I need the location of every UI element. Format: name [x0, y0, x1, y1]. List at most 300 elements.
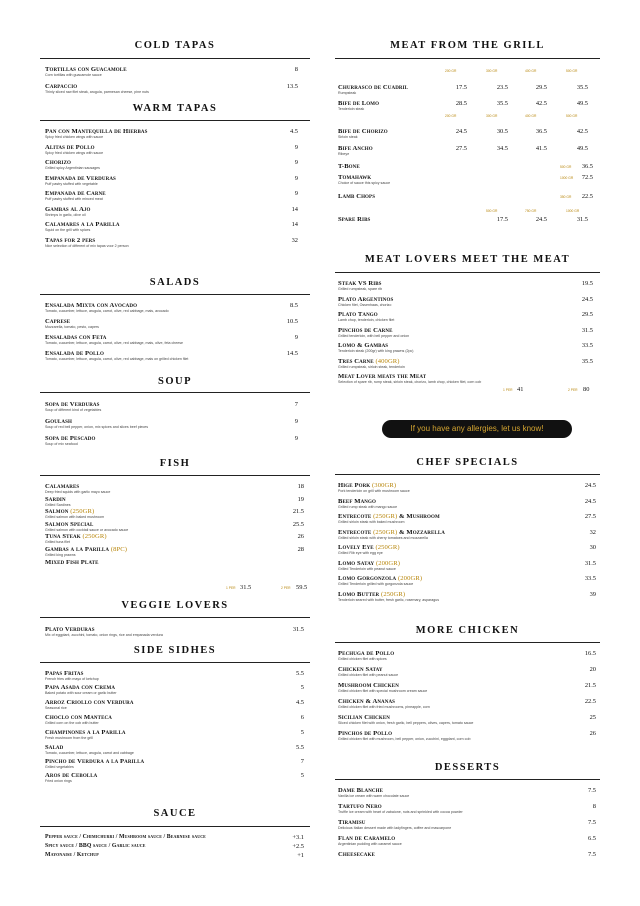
item-description: Mix of eggplant, zucchini, tomato, onion rings, rice and empanada verdura [45, 633, 163, 637]
item-price: 30 [589, 544, 596, 551]
item-name-text: Caprese [45, 318, 71, 325]
item-description: Grilled chicken filet with special mushroom cream sauce [338, 689, 428, 693]
section-title: CHEF SPECIALS [416, 457, 519, 468]
item-name [45, 83, 149, 90]
item-price: 35.5 [496, 100, 508, 107]
item-description: Grilled chicken filet with peanut sauce [338, 673, 399, 677]
item-name-extra: & Mushroom [399, 513, 440, 520]
item-price: 29.5 [535, 84, 547, 91]
item-name-text: Ensalada Mixta con Avocado [45, 302, 138, 309]
item-description: Grilled vegetables [45, 765, 74, 769]
item-name [45, 729, 126, 736]
item-name [45, 483, 110, 490]
item-name [338, 560, 400, 567]
menu-item [45, 318, 99, 330]
item-name-text: Dame Blanche [338, 787, 384, 794]
item-description: Grilled rumpsteak, spare rib [338, 287, 383, 291]
item-name-text: Pan con Mantequilla de Hierbas [45, 128, 148, 135]
section-divider [335, 474, 600, 475]
item-price: 31.5 [581, 326, 593, 334]
item-name [338, 803, 463, 810]
item-price: 9 [294, 174, 298, 182]
item-description: Grilled spicy Argentinian sausages [45, 166, 100, 170]
item-description: Truffle ice cream with heart of zabaione, nuts and sprinkled with cocoa powder [338, 810, 463, 814]
menu-item [45, 175, 116, 187]
section-title: WARM TAPAS [132, 103, 218, 114]
item-description: Sliced chicken filet with onion, fresh garlic, bell peppers, olives, capers, tomato sauce [338, 721, 474, 725]
item-name: Bife de Lomo [338, 100, 380, 107]
item-description: Tenderloin seared with butter, fresh garlic, rosemary, asparagus [338, 597, 440, 602]
section-title: MORE CHICKEN [415, 625, 520, 636]
item-description: Mozzarella, tomato, pesto, capers [45, 325, 99, 329]
item-price: 31.5 [576, 216, 588, 223]
item-price: 5 [300, 772, 304, 779]
menu-item [338, 851, 375, 858]
menu-item [45, 350, 188, 362]
item-name-text: Calamares a la Parilla [45, 221, 120, 228]
item-price: 28 [297, 546, 304, 553]
menu-item [338, 216, 370, 223]
item-name [338, 373, 481, 380]
item-name [338, 296, 393, 303]
item-size-tag: (8PC) [110, 546, 128, 553]
item-name-text: Pinchos de Pollo [338, 730, 393, 737]
item-name-text: Calamares [45, 483, 80, 490]
item-description: Ribeye [338, 152, 350, 156]
menu-item [338, 560, 400, 572]
item-name-text: Empanada de Verduras [45, 174, 116, 182]
item-name [338, 591, 439, 598]
weight-label: 350 GR [560, 195, 572, 199]
menu-item [338, 819, 451, 831]
menu-item [45, 521, 128, 533]
item-price: 19 [297, 495, 304, 503]
item-size-tag: (250GR) [381, 590, 406, 598]
item-name-text: Ensalada de Pollo [45, 350, 104, 357]
menu-item [338, 714, 473, 726]
item-name [338, 698, 430, 705]
menu-item [45, 66, 127, 78]
item-name-text: Sopa de Verduras [45, 401, 100, 408]
item-price: 21.5 [292, 508, 304, 516]
item-name-text: Mixed Fish Plate [45, 558, 99, 566]
item-price: 32 [589, 528, 596, 536]
menu-item [45, 159, 100, 171]
item-name-text: Salmon [45, 508, 69, 516]
item-name-text: Sopa de Pescado [45, 435, 96, 442]
menu-item [45, 418, 148, 430]
item-name-text: Mushroom Chicken [338, 682, 399, 689]
item-price: 7 [300, 758, 304, 765]
menu-item [338, 145, 373, 157]
item-name: Pepper sauce / Chimichurri / Mushroom sauce / Bearnese sauce [45, 834, 206, 840]
item-description: Rumpsteak [338, 91, 357, 95]
item-name-text: Lomo Gorgonzola [338, 575, 397, 582]
menu-item [45, 533, 107, 545]
section-title: SIDE SIDHES [133, 645, 217, 656]
menu-item [45, 401, 101, 413]
section-title: SAUCE [153, 808, 197, 819]
item-price: 25 [589, 714, 596, 721]
item-name [338, 714, 473, 721]
menu-item [338, 698, 430, 710]
menu-item [338, 803, 463, 815]
item-name [338, 482, 410, 489]
item-name [45, 533, 107, 540]
item-price: 28.5 [455, 100, 467, 107]
item-price: 9 [294, 435, 298, 442]
item-price: 31.5 [584, 559, 596, 567]
menu-item [45, 772, 97, 784]
item-name-text: Ensaladas con Feta [45, 334, 107, 341]
item-name-text: Tapas for 2 pers [45, 236, 96, 244]
item-price: 42.5 [576, 128, 588, 135]
item-price: 14 [291, 221, 298, 228]
item-name-text: Beef Mango [338, 497, 376, 505]
item-description: Grilled chicken filet with mushroom, bell pepper, onion, zucchini, eggplant, corn cob [338, 737, 471, 741]
item-price: 24.5 [584, 497, 596, 505]
item-price: 20 [589, 666, 596, 673]
item-name [45, 435, 95, 442]
item-name-text: Aros de Cebolla [45, 772, 98, 779]
item-description: Grilled Rib eye with egg eye [338, 551, 383, 555]
item-size-tag: (250GR) [373, 528, 398, 536]
portion-label: 1 PER [503, 388, 513, 392]
portion-label: 2 PER [281, 586, 291, 590]
item-size-tag: (400GR) [375, 357, 400, 365]
item-price: 59.5 [296, 584, 308, 591]
item-name: Spare Ribs [338, 216, 371, 223]
item-price: +2.5 [292, 843, 304, 850]
item-name [338, 311, 394, 318]
item-name-text: Goulash [45, 418, 72, 425]
weight-label: 300 GR [486, 69, 498, 73]
sauce-item [45, 843, 145, 850]
item-name [45, 206, 91, 213]
item-price: 17.5 [455, 84, 467, 91]
item-description: Soup of different kind of vegetables [45, 408, 102, 412]
item-name [45, 714, 112, 721]
item-price: 7.5 [588, 851, 596, 858]
item-description: Soup of red bell pepper, onion, mix spices and slices beef pieces [45, 425, 149, 429]
item-price: 7 [294, 401, 298, 408]
item-description: Grilled Tenderloin grilled with gorgonzola sauce [338, 582, 414, 586]
item-name-text: Gambas al Ajo [45, 205, 91, 213]
item-price: 14.5 [286, 350, 298, 357]
item-name-text: Choclo con Manteca [45, 714, 112, 721]
item-name [338, 575, 422, 582]
weight-label: 200 GR [445, 114, 457, 118]
item-name [338, 819, 451, 826]
item-price: 18 [297, 483, 304, 490]
item-name-text: Meat Lover meats the Meat [338, 373, 427, 380]
item-price: 21.5 [584, 682, 596, 689]
item-description: Tomato, cucumber, lettuce, arugula, carrot, olive, red cabbage, mais on grilled chicken filet [45, 357, 189, 361]
item-size-tag: (250GR) [70, 508, 95, 516]
weight-label: 500 GR [566, 114, 578, 118]
menu-item [45, 206, 91, 218]
item-price: 22.5 [584, 698, 596, 705]
item-name [45, 758, 144, 765]
item-price: 41 [517, 386, 524, 393]
item-description: Sirloin steak [338, 135, 358, 139]
item-price: 26 [589, 730, 596, 737]
section-title: COLD TAPAS [134, 40, 216, 51]
item-price: 8 [592, 803, 596, 810]
item-name-text: Hige Pork [338, 482, 371, 489]
item-price: 36.5 [581, 163, 593, 170]
item-name-text: Chicken Satay [338, 666, 383, 673]
item-name-text: Chorizo [45, 159, 72, 166]
section-title: VEGGIE LOVERS [121, 600, 229, 611]
item-name [45, 699, 134, 706]
item-description: Grilled rump steak with mango sauce [338, 504, 398, 509]
item-price: 9 [294, 418, 298, 425]
portion-label: 1 PER [226, 586, 236, 590]
item-name-text: Alitas de Pollo [45, 143, 95, 151]
item-name-text: Lomo & Gambas [338, 342, 389, 349]
weight-label: 500 GR [560, 165, 572, 169]
item-price: 25.5 [292, 520, 304, 528]
section-divider [335, 779, 600, 780]
item-name: Bife de Chorizo [338, 128, 388, 135]
weight-label: 1000 GR [560, 176, 574, 180]
portion-label: 2 PER [568, 388, 578, 392]
item-name-text: Gambas a la Parilla [45, 546, 110, 553]
item-price: 24.5 [584, 482, 596, 489]
item-description: Grilled tuna filet [45, 540, 70, 545]
menu-item [338, 498, 397, 510]
item-price: 30.5 [496, 128, 508, 135]
menu-item [338, 682, 427, 694]
item-name [338, 342, 414, 349]
item-price: 32 [291, 236, 298, 244]
item-price: 31.5 [292, 626, 304, 633]
item-name [45, 546, 127, 553]
item-size-tag: (250GR) [373, 513, 398, 520]
item-description: Puff pastry stuffed with minced meat [45, 197, 103, 201]
item-price: 36.5 [535, 128, 547, 135]
item-name-extra: & Mozzarella [399, 528, 445, 536]
item-name: Bife Ancho [338, 145, 373, 152]
menu-item [338, 529, 445, 541]
item-description: Selection of spare rib, rump steak, sirloin steak, chorizo, lamb chop, chicken filet, corn cob [338, 380, 482, 384]
menu-item [338, 575, 422, 587]
weight-label: 1000 GR [566, 209, 580, 213]
item-name [45, 684, 117, 691]
item-description: Grilled salmon with baked mushroom [45, 515, 105, 520]
menu-item [45, 221, 120, 233]
menu-item [45, 128, 148, 140]
item-name [45, 496, 71, 503]
item-price: 5.5 [296, 670, 304, 677]
weight-label: 400 GR [525, 69, 537, 73]
item-description: Baked potato with sour cream or garlic butter [45, 691, 117, 695]
item-name-text: Lomo Butter [338, 590, 380, 598]
menu-item [338, 296, 393, 308]
menu-item [338, 84, 408, 96]
item-description: Argentinian pudding with caramel sauce [338, 842, 402, 846]
item-description: Grilled salmon with cocktail sauce or avocado sauce [45, 527, 129, 532]
item-description: Grilled Sardines [45, 502, 71, 507]
item-name-text: Sardin [45, 495, 66, 503]
item-name [338, 358, 405, 365]
item-name-text: Pechuga de Pollo [338, 650, 395, 657]
item-name [45, 221, 120, 228]
item-name [338, 513, 440, 520]
item-size-tag: (200GR) [375, 559, 401, 567]
item-description: Tenderloin steak (200gr) with king prawns (2pc) [338, 349, 414, 353]
item-price: 6 [300, 714, 304, 721]
item-description: Thinly sliced raw filet steak, arugula, parmesan cheese, pine nuts [45, 90, 149, 94]
item-price: 33.5 [581, 342, 593, 349]
item-name [45, 318, 99, 325]
section-divider [335, 272, 600, 273]
item-name [45, 772, 97, 779]
item-price: 7.5 [588, 819, 596, 826]
menu-item [338, 730, 470, 742]
item-description: Grilled sirloin steak with baked mushroom [338, 520, 405, 524]
item-price: 35.5 [581, 357, 593, 365]
item-description: Grilled corn on the cob with butter [45, 721, 99, 725]
item-description: Deep fried squids with garlic mayo sauce [45, 490, 111, 494]
menu-item [338, 327, 409, 339]
item-price: 4.5 [296, 699, 304, 706]
item-name-text: Tuna Steak [45, 533, 81, 541]
menu-item [338, 174, 390, 186]
menu-item [338, 835, 402, 847]
item-name-text: Plato Tango [338, 311, 378, 318]
menu-item [45, 699, 134, 711]
item-description: Grilled tenderloin, with bell pepper and onion [338, 333, 410, 338]
section-divider [40, 392, 310, 393]
menu-item [338, 193, 375, 200]
item-name-text: Lovely Eye [338, 544, 374, 551]
menu-item [45, 508, 104, 520]
item-name [338, 835, 402, 842]
menu-item [45, 626, 163, 638]
item-name: Tomahawk [338, 174, 372, 181]
item-description: Pork tenderloin on grill with mushroom sauce [338, 489, 410, 493]
item-name [338, 682, 427, 689]
item-name-text: Chicken & Ananas [338, 698, 396, 705]
menu-item [45, 684, 117, 696]
item-name [45, 559, 99, 566]
section-divider [40, 826, 310, 827]
item-price: 24.5 [455, 128, 467, 135]
item-size-tag: (250GR) [375, 544, 400, 551]
sauce-item [45, 852, 99, 859]
item-name [338, 787, 409, 794]
menu-item [45, 559, 99, 566]
item-name-text: Champinones a la Parilla [45, 729, 126, 736]
item-price: 80 [583, 386, 590, 393]
item-name-text: Empanada de Carne [45, 190, 106, 197]
item-name-text: Entrecote [338, 528, 372, 536]
item-description: Fried onion rings [45, 779, 72, 783]
item-price: 9 [294, 143, 298, 151]
item-description: Nice selection of different of mix tapas voor 2 person [45, 243, 129, 248]
section-title: FISH [159, 458, 191, 469]
item-description: Vanilla ice cream with warm chocolate sauce [338, 794, 410, 798]
section-divider [40, 58, 310, 59]
item-name: Lamb Chops [338, 193, 376, 200]
item-price: 8 [294, 66, 298, 73]
item-name [45, 418, 148, 425]
menu-item [338, 787, 409, 799]
item-name [45, 144, 103, 151]
item-price: 24.5 [535, 216, 547, 223]
item-price: 10.5 [286, 318, 298, 325]
item-description: Soup of mix seafood [45, 442, 78, 446]
item-name [45, 190, 106, 197]
item-size-tag: (300GR) [372, 482, 397, 489]
section-title: SALADS [149, 277, 201, 288]
item-description: Grilled chicken filet with spices [338, 657, 387, 661]
section-divider [40, 475, 310, 476]
weight-label: 750 GR [525, 209, 537, 213]
item-name-text: Tortillas con Guacamole [45, 66, 127, 73]
item-price: 72.5 [581, 174, 593, 181]
section-title: DESSERTS [434, 762, 501, 773]
item-price: 34.5 [496, 145, 508, 152]
item-name [45, 670, 99, 677]
weight-label: 200 GR [445, 69, 457, 73]
item-name [45, 334, 183, 341]
menu-item [45, 670, 99, 682]
menu-item [45, 744, 134, 756]
section-divider [40, 617, 310, 618]
item-name [45, 508, 104, 515]
item-price: 22.5 [581, 193, 593, 200]
item-description: Shrimps in garlic, olive oil [45, 212, 86, 217]
item-name-text: Flan de Caramelo [338, 835, 396, 842]
section-divider [40, 294, 310, 295]
item-name-text: Tartufo Nero [338, 803, 382, 810]
item-name [45, 350, 188, 357]
menu-item [338, 513, 440, 525]
item-price: 9 [294, 334, 298, 341]
item-description: Grilled sirloin steak with cherry tomatoes and mozzarella [338, 535, 428, 540]
item-price: 23.5 [496, 84, 508, 91]
item-name [338, 544, 400, 551]
item-name [45, 401, 101, 408]
menu-item [45, 302, 169, 314]
item-description: Puff pastry stuffed with vegetable [45, 181, 98, 186]
item-description: Grilled chicken filet with fried mushrooms, pineapple, corn [338, 705, 430, 709]
item-name-text: Pinchos de Carne [338, 326, 393, 334]
item-name-text: Carpaccio [45, 83, 78, 90]
menu-item [338, 650, 394, 662]
item-description: Tenderloin steak [338, 107, 365, 111]
menu-item [338, 128, 388, 140]
item-description: Seasonal rice [45, 706, 67, 710]
item-size-tag: (200GR) [397, 575, 423, 582]
item-description: Delicious Italian dessert made with ladyfingers, coffee and mascarpone [338, 826, 452, 830]
item-name [45, 237, 129, 244]
item-price: 16.5 [584, 650, 596, 657]
allergy-banner: If you have any allergies, let us know! [382, 420, 572, 438]
item-price: 14 [291, 205, 298, 213]
item-name [338, 851, 375, 858]
item-description: French fries with mayo of ketchup [45, 677, 99, 681]
item-name-text: Steak VS Ribs [338, 280, 382, 287]
item-price: 24.5 [581, 295, 593, 303]
item-name-text: Arroz Criollo con Verdura [45, 699, 134, 706]
item-price: 41.5 [535, 145, 547, 152]
item-description: Spicy fried chicken wings with sauce [45, 135, 104, 139]
item-price: 5 [300, 684, 304, 691]
